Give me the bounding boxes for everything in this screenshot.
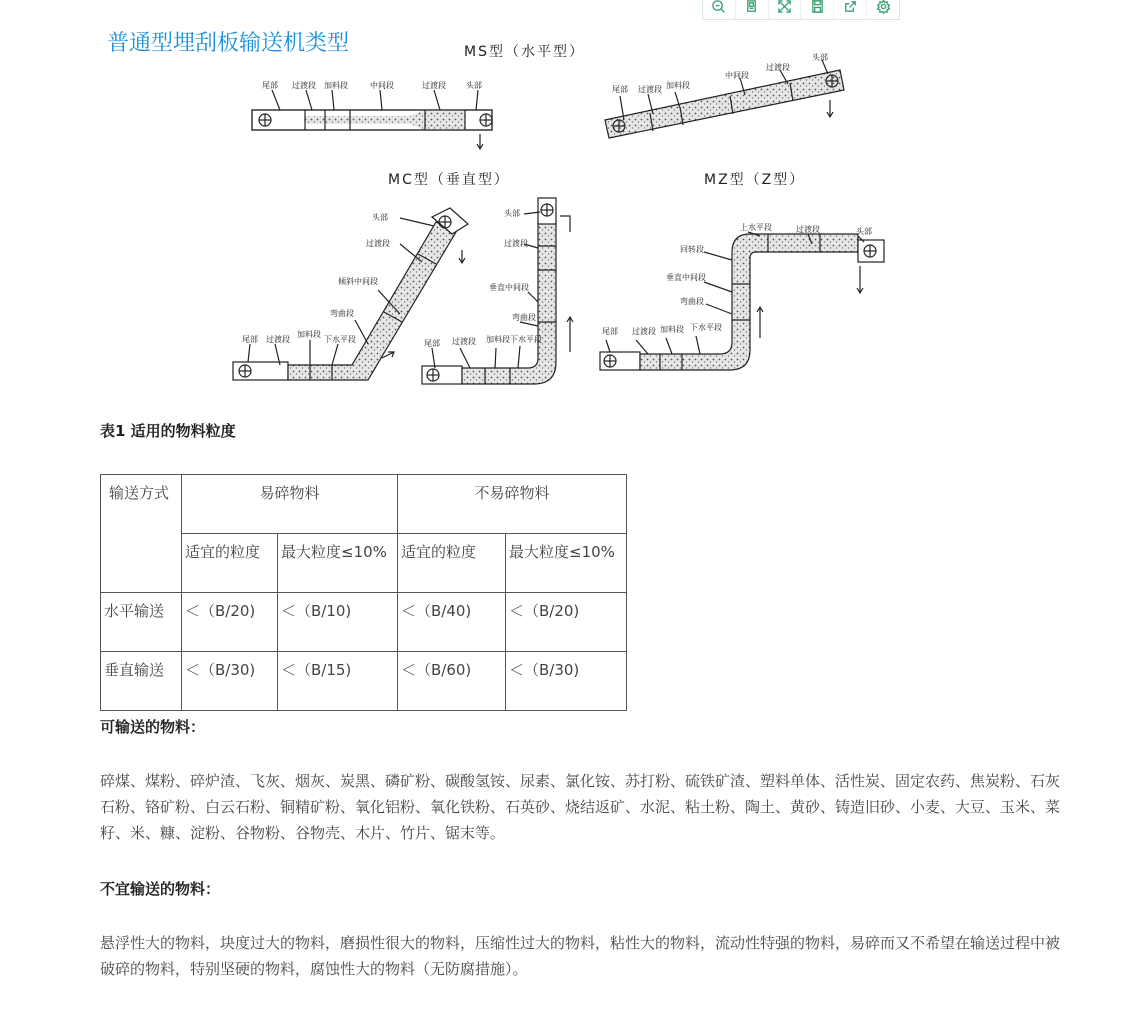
conveyor-diagram-svg bbox=[100, 22, 900, 402]
save-button[interactable] bbox=[801, 0, 834, 19]
ms-right-label-0: 尾部 bbox=[612, 85, 628, 94]
mz-label-6: 尾部 bbox=[602, 327, 618, 336]
diagram-title: 普通型埋刮板输送机类型 bbox=[107, 31, 350, 56]
table-cell-method: 水平输送 bbox=[101, 593, 182, 652]
mc-right-label-6: 加料段 bbox=[486, 335, 510, 344]
table-subheader-max: 最大粒度≤10% bbox=[278, 534, 398, 593]
ms-right-label-3: 中间段 bbox=[725, 71, 749, 80]
ms-left-label-5: 头部 bbox=[466, 81, 482, 90]
ms-horizontal-diagram bbox=[252, 90, 492, 149]
table-caption: 表1 适用的物料粒度 bbox=[100, 422, 236, 440]
image-toolbar bbox=[702, 0, 900, 20]
table-cell: ＜（B/30) bbox=[506, 652, 627, 711]
ms-left-label-1: 过渡段 bbox=[292, 81, 316, 90]
ms-right-label-1: 过渡段 bbox=[638, 85, 662, 94]
mz-label-7: 过渡段 bbox=[632, 327, 656, 336]
mz-label-3: 回转段 bbox=[680, 245, 704, 254]
fullscreen-icon bbox=[777, 0, 792, 14]
mc-left-label-7: 下水平段 bbox=[324, 335, 356, 344]
mc-left-label-5: 过渡段 bbox=[266, 335, 290, 344]
mc-right-label-3: 弯曲段 bbox=[512, 313, 536, 322]
ms-title: MS型（水平型） bbox=[464, 44, 585, 60]
mz-label-1: 过渡段 bbox=[796, 225, 820, 234]
table-cell: ＜（B/10) bbox=[278, 593, 398, 652]
table-cell: ＜（B/20) bbox=[506, 593, 627, 652]
unsuitable-heading: 不宜输送的物料： bbox=[100, 880, 221, 898]
mz-label-5: 弯曲段 bbox=[680, 297, 704, 306]
mz-title: MZ型（Z型） bbox=[704, 172, 806, 188]
mz-label-4: 垂直中间段 bbox=[666, 273, 706, 282]
table-cell: ＜（B/60) bbox=[398, 652, 506, 711]
mc-right-label-5: 过渡段 bbox=[452, 337, 476, 346]
zoom-icon bbox=[711, 0, 726, 14]
mz-label-0: 上水平段 bbox=[740, 223, 772, 232]
conveyor-types-diagram bbox=[100, 22, 900, 402]
copy-icon bbox=[744, 0, 759, 14]
table-header-method: 输送方式 bbox=[101, 475, 182, 593]
conveyable-heading: 可输送的物料： bbox=[100, 718, 206, 736]
table-row bbox=[101, 593, 627, 652]
mc-left-label-1: 过渡段 bbox=[366, 239, 390, 248]
mz-label-2: 头部 bbox=[856, 227, 872, 236]
table-subheader-max: 最大粒度≤10% bbox=[506, 534, 627, 593]
mc-left-label-4: 尾部 bbox=[242, 335, 258, 344]
mc-left-label-2: 倾斜中间段 bbox=[338, 277, 378, 286]
mc-left-label-3: 弯曲段 bbox=[330, 309, 354, 318]
ms-right-label-5: 头部 bbox=[812, 53, 828, 62]
mz-label-8: 加料段 bbox=[660, 325, 684, 334]
table-cell: ＜（B/20) bbox=[182, 593, 278, 652]
mc-left-label-0: 头部 bbox=[372, 213, 388, 222]
ms-left-label-4: 过渡段 bbox=[422, 81, 446, 90]
mc-right-label-7: 下水平段 bbox=[510, 335, 542, 344]
particle-size-table bbox=[100, 474, 627, 711]
settings-button[interactable] bbox=[867, 0, 899, 19]
share-button[interactable] bbox=[834, 0, 867, 19]
mc-title: MC型（垂直型） bbox=[388, 172, 510, 188]
ms-left-label-3: 中间段 bbox=[370, 81, 394, 90]
mc-left-label-6: 加料段 bbox=[297, 330, 321, 339]
save-icon bbox=[810, 0, 825, 14]
table-subheader-fit: 适宜的粒度 bbox=[182, 534, 278, 593]
table-cell-method: 垂直输送 bbox=[101, 652, 182, 711]
table-cell: ＜（B/40) bbox=[398, 593, 506, 652]
ms-left-label-2: 加料段 bbox=[324, 81, 348, 90]
settings-icon bbox=[876, 0, 891, 14]
table-header-fragile: 易碎物料 bbox=[182, 475, 398, 534]
mc-right-label-1: 过渡段 bbox=[504, 239, 528, 248]
share-icon bbox=[843, 0, 858, 14]
mc-right-label-0: 头部 bbox=[504, 209, 520, 218]
ms-left-label-0: 尾部 bbox=[262, 81, 278, 90]
mc-right-label-4: 尾部 bbox=[424, 339, 440, 348]
mc-right-label-2: 垂直中间段 bbox=[489, 283, 529, 292]
conveyable-text: 碎煤、煤粉、碎炉渣、飞灰、烟灰、炭黑、磷矿粉、碳酸氢铵、尿素、氯化铵、苏打粉、硫铁矿渣、塑料单体、活性炭、固定农药、焦炭粉、石灰石粉、铬矿粉、白云石粉、铜精矿粉、氧化铝粉、氧化铁粉、石英砂、烧结返矿、水泥、粘土粉、陶土、黄砂、铸造旧砂、小麦、大豆、玉米、菜籽、米、糠、淀粉、谷物粉、谷物壳、木片、竹片、锯末等。 bbox=[100, 772, 1061, 842]
zoom-button[interactable] bbox=[703, 0, 736, 19]
ms-right-label-4: 过渡段 bbox=[766, 63, 790, 72]
mz-label-9: 下水平段 bbox=[690, 323, 722, 332]
table-header-nonfragile: 不易碎物料 bbox=[398, 475, 627, 534]
copy-button[interactable] bbox=[736, 0, 769, 19]
table-cell: ＜（B/15) bbox=[278, 652, 398, 711]
mz-diagram bbox=[600, 232, 884, 370]
table-cell: ＜（B/30) bbox=[182, 652, 278, 711]
table-row bbox=[101, 652, 627, 711]
fullscreen-button[interactable] bbox=[769, 0, 802, 19]
table-subheader-fit: 适宜的粒度 bbox=[398, 534, 506, 593]
ms-right-label-2: 加料段 bbox=[666, 81, 690, 90]
unsuitable-text: 悬浮性大的物料，块度过大的物料，磨损性很大的物料，压缩性过大的物料，粘性大的物料，流动性特强的物料，易碎而又不希望在输送过程中被破碎的物料，特别坚硬的物料，腐蚀性大的物料（无防腐措施）。 bbox=[100, 934, 1061, 978]
